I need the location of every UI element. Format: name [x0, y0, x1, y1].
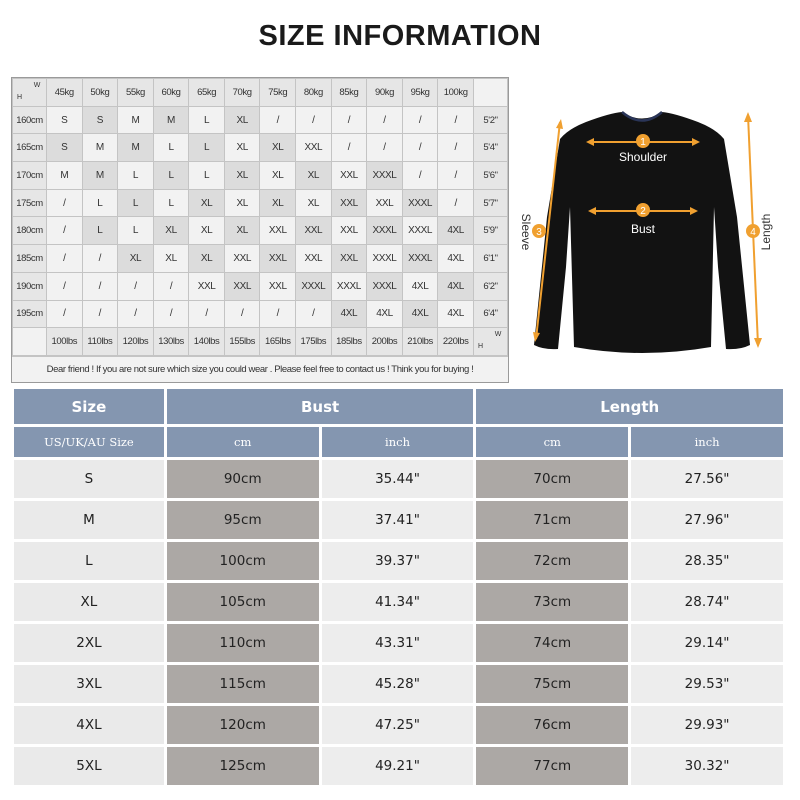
size-cell: /	[118, 272, 154, 300]
bust-cm-cell: 110cm	[167, 624, 319, 662]
size-cell: M	[82, 162, 118, 190]
sweater-illustration	[512, 77, 787, 383]
size-cell: S	[14, 460, 164, 498]
weight-kg-header-row	[13, 79, 508, 107]
weight-lbs-cell: 165lbs	[260, 328, 296, 356]
length-inch-cell: 30.32"	[631, 747, 783, 785]
size-cell: M	[47, 162, 83, 190]
weight-lbs-cell: 120lbs	[118, 328, 154, 356]
size-cell: XXL	[296, 245, 332, 273]
size-cell: L	[82, 217, 118, 245]
size-cell: XXL	[189, 272, 225, 300]
height-ft-cell: 6'1"	[474, 245, 508, 273]
size-cell: 4XL	[402, 300, 438, 328]
size-cell: /	[153, 272, 189, 300]
table-row	[14, 706, 783, 744]
weight-kg-header: 65kg	[189, 79, 225, 107]
size-cell: XXL	[367, 189, 403, 217]
page-title: SIZE INFORMATION	[258, 20, 542, 52]
size-cell: L	[153, 189, 189, 217]
size-cell: /	[438, 134, 474, 162]
table-row	[14, 624, 783, 662]
size-cell: S	[47, 134, 83, 162]
size-cell: 4XL	[367, 300, 403, 328]
weight-kg-header: 100kg	[438, 79, 474, 107]
length-cm-cell: 72cm	[476, 542, 628, 580]
size-cell: XL	[224, 134, 260, 162]
size-cell: L	[153, 134, 189, 162]
bust-cm-cell: 90cm	[167, 460, 319, 498]
size-cell: XL	[224, 189, 260, 217]
subheader-length-cm: cm	[476, 427, 628, 457]
size-cell: XL	[260, 134, 296, 162]
size-cell: /	[47, 217, 83, 245]
weight-lbs-cell: 100lbs	[47, 328, 83, 356]
bust-label: Bust	[630, 222, 656, 236]
size-cell: XL	[189, 189, 225, 217]
table-row	[13, 189, 508, 217]
length-cm-cell: 71cm	[476, 501, 628, 539]
size-cell: XL	[296, 189, 332, 217]
size-cell: /	[153, 300, 189, 328]
size-cell: XXXL	[402, 245, 438, 273]
weight-kg-header: 55kg	[118, 79, 154, 107]
size-cell: XXXL	[367, 245, 403, 273]
corner-h-label: H	[478, 342, 483, 350]
size-cell: 4XL	[438, 272, 474, 300]
size-cell: M	[82, 134, 118, 162]
size-cell: 3XL	[14, 665, 164, 703]
height-ft-cell: 6'4"	[474, 300, 508, 328]
size-cell: /	[82, 300, 118, 328]
size-cell: XXL	[260, 272, 296, 300]
bust-cm-cell: 120cm	[167, 706, 319, 744]
size-cell: /	[331, 134, 367, 162]
subheader-size: US/UK/AU Size	[14, 427, 164, 457]
size-cell: XL	[224, 106, 260, 134]
size-cell: XL	[153, 217, 189, 245]
blank-cell	[13, 328, 47, 356]
weight-lbs-cell: 110lbs	[82, 328, 118, 356]
height-weight-chart	[11, 77, 509, 383]
table-row	[14, 665, 783, 703]
table-row	[14, 583, 783, 621]
weight-lbs-cell: 140lbs	[189, 328, 225, 356]
sleeve-label: Sleeve	[519, 213, 533, 251]
size-cell: 4XL	[438, 217, 474, 245]
length-inch-cell: 29.53"	[631, 665, 783, 703]
size-cell: XXXL	[367, 217, 403, 245]
size-cell: /	[260, 106, 296, 134]
size-cell: M	[118, 134, 154, 162]
size-cell: XXL	[224, 245, 260, 273]
size-cell: L	[153, 162, 189, 190]
size-cell: /	[331, 106, 367, 134]
size-cell: S	[47, 106, 83, 134]
weight-kg-header: 60kg	[153, 79, 189, 107]
length-inch-cell: 29.93"	[631, 706, 783, 744]
bust-cm-cell: 105cm	[167, 583, 319, 621]
size-cell: /	[296, 300, 332, 328]
size-cell: XXL	[260, 245, 296, 273]
table-row	[13, 217, 508, 245]
svg-text:3: 3	[536, 227, 542, 238]
height-cm-cell: 175cm	[13, 189, 47, 217]
height-ft-cell: 5'6"	[474, 162, 508, 190]
height-ft-cell: 5'4"	[474, 134, 508, 162]
table-row	[13, 300, 508, 328]
length-label: Length	[759, 213, 773, 251]
size-cell: 4XL	[438, 245, 474, 273]
size-cell: /	[260, 300, 296, 328]
size-cell: M	[153, 106, 189, 134]
size-cell: 4XL	[402, 272, 438, 300]
size-cell: XL	[260, 162, 296, 190]
size-cell: M	[14, 501, 164, 539]
size-cell: /	[189, 300, 225, 328]
size-cell: XXXL	[367, 162, 403, 190]
weight-kg-header: 45kg	[47, 79, 83, 107]
length-inch-cell: 29.14"	[631, 624, 783, 662]
subheader-bust-cm: cm	[167, 427, 319, 457]
size-cell: L	[189, 106, 225, 134]
size-cell: XXL	[331, 162, 367, 190]
size-measurement-table	[11, 386, 786, 788]
height-cm-cell: 165cm	[13, 134, 47, 162]
svg-text:1: 1	[640, 137, 646, 148]
size-cell: /	[47, 300, 83, 328]
height-ft-cell: 5'7"	[474, 189, 508, 217]
length-inch-cell: 28.35"	[631, 542, 783, 580]
weight-kg-header: 90kg	[367, 79, 403, 107]
weight-lbs-cell: 220lbs	[438, 328, 474, 356]
table-row	[14, 747, 783, 785]
size-cell: 5XL	[14, 747, 164, 785]
bust-inch-cell: 37.41"	[322, 501, 474, 539]
size-cell: 4XL	[14, 706, 164, 744]
height-cm-cell: 170cm	[13, 162, 47, 190]
size-cell: L	[82, 189, 118, 217]
weight-kg-header: 70kg	[224, 79, 260, 107]
bust-inch-cell: 47.25"	[322, 706, 474, 744]
size-cell: 2XL	[14, 624, 164, 662]
table-row	[14, 460, 783, 498]
weight-kg-header: 85kg	[331, 79, 367, 107]
weight-lbs-row	[13, 328, 508, 356]
corner-h-label: H	[17, 93, 22, 101]
corner-cell	[13, 79, 47, 107]
size-cell: XXXL	[296, 272, 332, 300]
height-weight-table	[12, 78, 508, 356]
size-cell: XL	[189, 245, 225, 273]
weight-kg-header: 80kg	[296, 79, 332, 107]
size-advice-note: Dear friend ! If you are not sure which size you could wear . Please feel free to contact us ! Think you for buying !	[12, 356, 508, 382]
length-cm-cell: 75cm	[476, 665, 628, 703]
weight-lbs-cell: 175lbs	[296, 328, 332, 356]
header-bust: Bust	[167, 389, 474, 424]
size-cell: /	[367, 134, 403, 162]
sweater-measurement-diagram	[512, 77, 787, 383]
size-cell: XXL	[331, 217, 367, 245]
blank-cell	[474, 79, 508, 107]
table-row	[13, 272, 508, 300]
height-cm-cell: 160cm	[13, 106, 47, 134]
svg-text:4: 4	[750, 227, 756, 238]
bust-cm-cell: 125cm	[167, 747, 319, 785]
size-cell: XXL	[331, 245, 367, 273]
size-cell: 4XL	[438, 300, 474, 328]
size-cell: XL	[296, 162, 332, 190]
weight-lbs-cell: 185lbs	[331, 328, 367, 356]
weight-kg-header: 50kg	[82, 79, 118, 107]
height-cm-cell: 195cm	[13, 300, 47, 328]
size-cell: /	[438, 162, 474, 190]
size-cell: XL	[224, 217, 260, 245]
height-cm-cell: 180cm	[13, 217, 47, 245]
length-inch-cell: 27.96"	[631, 501, 783, 539]
size-cell: /	[438, 106, 474, 134]
table-row	[13, 106, 508, 134]
corner-cell	[474, 328, 508, 356]
svg-text:2: 2	[640, 206, 646, 217]
size-cell: /	[438, 189, 474, 217]
height-cm-cell: 190cm	[13, 272, 47, 300]
size-cell: XXXL	[402, 189, 438, 217]
height-cm-cell: 185cm	[13, 245, 47, 273]
size-cell: L	[118, 162, 154, 190]
length-cm-cell: 70cm	[476, 460, 628, 498]
table-row	[13, 162, 508, 190]
weight-kg-header: 75kg	[260, 79, 296, 107]
bust-inch-cell: 45.28"	[322, 665, 474, 703]
size-cell: XXL	[296, 134, 332, 162]
length-cm-cell: 73cm	[476, 583, 628, 621]
height-ft-cell: 5'9"	[474, 217, 508, 245]
size-cell: XXL	[260, 217, 296, 245]
bust-inch-cell: 39.37"	[322, 542, 474, 580]
size-cell: M	[118, 106, 154, 134]
length-inch-cell: 28.74"	[631, 583, 783, 621]
size-cell: L	[189, 162, 225, 190]
shoulder-label: Shoulder	[618, 150, 668, 164]
weight-lbs-cell: 155lbs	[224, 328, 260, 356]
size-cell: XL	[118, 245, 154, 273]
size-cell: XXL	[224, 272, 260, 300]
size-cell: L	[118, 189, 154, 217]
subheader-length-inch: inch	[631, 427, 783, 457]
size-cell: /	[47, 272, 83, 300]
bust-cm-cell: 95cm	[167, 501, 319, 539]
size-cell: L	[118, 217, 154, 245]
size-cell: XXL	[296, 217, 332, 245]
bust-inch-cell: 43.31"	[322, 624, 474, 662]
size-cell: XXXL	[367, 272, 403, 300]
height-ft-cell: 6'2"	[474, 272, 508, 300]
bust-inch-cell: 49.21"	[322, 747, 474, 785]
height-ft-cell: 5'2"	[474, 106, 508, 134]
corner-w-label: W	[33, 82, 40, 89]
table-row	[14, 501, 783, 539]
size-cell: /	[82, 245, 118, 273]
length-cm-cell: 74cm	[476, 624, 628, 662]
size-cell: S	[82, 106, 118, 134]
size-cell: /	[296, 106, 332, 134]
size-cell: L	[189, 134, 225, 162]
size-cell: /	[367, 106, 403, 134]
table-row	[13, 245, 508, 273]
size-cell: /	[402, 162, 438, 190]
size-cell: /	[118, 300, 154, 328]
bust-cm-cell: 115cm	[167, 665, 319, 703]
size-cell: XXXL	[402, 217, 438, 245]
size-cell: XL	[224, 162, 260, 190]
size-cell: XL	[153, 245, 189, 273]
weight-lbs-cell: 200lbs	[367, 328, 403, 356]
size-cell: /	[402, 134, 438, 162]
length-cm-cell: 76cm	[476, 706, 628, 744]
table-row	[13, 134, 508, 162]
header-size: Size	[14, 389, 164, 424]
size-cell: /	[47, 189, 83, 217]
subheader-bust-inch: inch	[322, 427, 474, 457]
weight-lbs-cell: 130lbs	[153, 328, 189, 356]
header-length: Length	[476, 389, 783, 424]
weight-kg-header: 95kg	[402, 79, 438, 107]
size-cell: XL	[260, 189, 296, 217]
length-inch-cell: 27.56"	[631, 460, 783, 498]
size-cell: /	[47, 245, 83, 273]
size-cell: XXL	[331, 189, 367, 217]
size-cell: XL	[189, 217, 225, 245]
size-cell: 4XL	[331, 300, 367, 328]
corner-w-label: W	[494, 331, 501, 339]
length-cm-cell: 77cm	[476, 747, 628, 785]
table-row	[14, 542, 783, 580]
bust-inch-cell: 35.44"	[322, 460, 474, 498]
size-cell: XXXL	[331, 272, 367, 300]
size-cell: /	[224, 300, 260, 328]
size-cell: /	[82, 272, 118, 300]
bust-inch-cell: 41.34"	[322, 583, 474, 621]
size-cell: /	[402, 106, 438, 134]
bust-cm-cell: 100cm	[167, 542, 319, 580]
size-cell: L	[14, 542, 164, 580]
weight-lbs-cell: 210lbs	[402, 328, 438, 356]
size-cell: XL	[14, 583, 164, 621]
